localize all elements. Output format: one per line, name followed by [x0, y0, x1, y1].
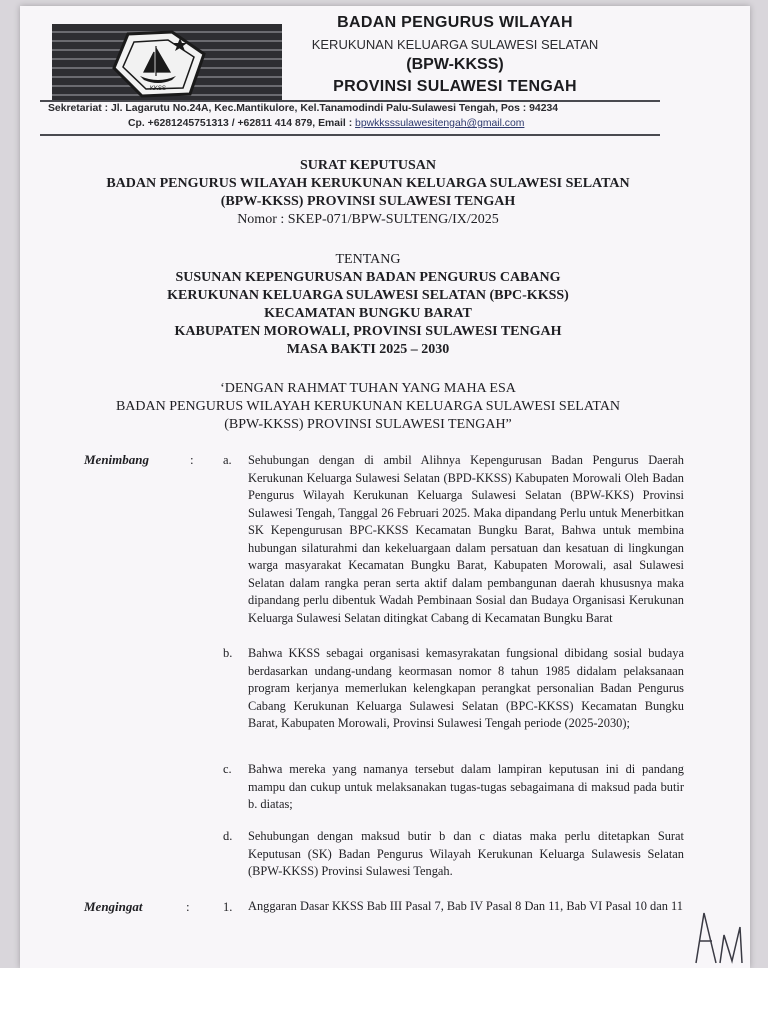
item-marker: c. [223, 762, 232, 776]
decree-about: TENTANG [335, 252, 401, 267]
decree-subject-line: KERUKUNAN KELUARGA SULAWESI SELATAN (BPC-KKSS) [167, 288, 569, 303]
kkss-logo [52, 24, 282, 100]
decree-issuer-line-2: (BPW-KKSS) PROVINSI SULAWESI TENGAH [220, 194, 516, 209]
item-marker: d. [223, 829, 233, 843]
letterhead-bottom-rule [40, 134, 660, 136]
item-marker: 1. [223, 900, 233, 914]
letterhead-secretariat: Sekretariat : Jl. Lagarutu No.24A, Kec.Mantikulore, Kel.Tanamodindi Palu-Sulawesi Tengah, Pos : 94234 [48, 103, 559, 114]
letterhead-org-subtitle: KERUKUNAN KELUARGA SULAWESI SELATAN [311, 37, 599, 52]
invocation-line: BADAN PENGURUS WILAYAH KERUKUNAN KELUARGA SULAWESI SELATAN [115, 399, 621, 414]
mengingat-colon: : [186, 899, 190, 914]
letterhead-contact [128, 118, 648, 129]
page-bottom-margin [0, 968, 768, 1024]
decree-heading: SURAT KEPUTUSAN [299, 158, 436, 173]
menimbang-label: Menimbang [84, 452, 150, 467]
letterhead-org-abbreviation: (BPW-KKSS) [406, 56, 504, 73]
decree-subject-line: MASA BAKTI 2025 – 2030 [286, 342, 450, 357]
item-marker: a. [223, 453, 232, 467]
mengingat-item-1: Anggaran Dasar KKSS Bab III Pasal 7, Bab IV Pasal 8 Dan 11, Bab VI Pasal 10 dan 11 [248, 899, 683, 913]
menimbang-item-b: Bahwa KKSS sebagai organisasi kemasyrakatan fungsional dibidang sosial budaya berdasarkan undang-undang keormasan nomor 8 tahun 1985 didalam pelaksanaan program kerjanya memerlukan kelengkapan perangkat personalian Badan Pengurus Cabang Kerukunan Keluarga Sulawesi Selatan (BPC-KKSS) Kecamatan Bungku Barat, Kabupaten Morowali, Provinsi Sulawesi Tengah periode (2025-2030); [248, 646, 684, 730]
decree-number: Nomor : SKEP-071/BPW-SULTENG/IX/2025 [237, 212, 499, 227]
item-marker: b. [223, 646, 233, 660]
logo-text: KKSS [149, 86, 167, 92]
mengingat-label: Mengingat [84, 899, 143, 914]
menimbang-item-d: Sehubungan dengan maksud butir b dan c diatas maka perlu ditetapkan Surat Keputusan (SK) Badan Pengurus Wilayah Kerukunan Keluarga Sulawesis Selatan (BPW-KKSS) Provinsi Sulawesi Tengah. [248, 829, 684, 878]
decree-subject-line: KECAMATAN BUNGKU BARAT [264, 306, 472, 321]
contact-phones: Cp. +6281245751313 / +62811 414 879, Email : [128, 118, 356, 129]
invocation-line: (BPW-KKSS) PROVINSI SULAWESI TENGAH” [224, 417, 512, 432]
letterhead-province: PROVINSI SULAWESI TENGAH [333, 78, 577, 95]
invocation-line: ‘DENGAN RAHMAT TUHAN YANG MAHA ESA [220, 381, 516, 396]
decree-subject-line: KABUPATEN MOROWALI, PROVINSI SULAWESI TENGAH [174, 324, 562, 339]
decree-issuer-line-1: BADAN PENGURUS WILAYAH KERUKUNAN KELUARGA SULAWESI SELATAN [106, 176, 630, 191]
decree-subject-line: SUSUNAN KEPENGURUSAN BADAN PENGURUS CABANG [175, 270, 561, 285]
contact-email-link[interactable]: bpwkksssulawesitengah@gmail.com [355, 118, 525, 129]
menimbang-item-c: Bahwa mereka yang namanya tersebut dalam lampiran keputusan ini di pandang mampu dan cukup untuk melaksanakan tugas-tugas sebagaimana di maksud pada butir b. diatas; [248, 762, 684, 811]
menimbang-colon: : [190, 452, 194, 467]
letterhead-org-name: BADAN PENGURUS WILAYAH [337, 14, 573, 31]
menimbang-item-a: Sehubungan dengan di ambil Alihnya Kepengurusan Badan Pengurus Daerah Kerukunan Keluarga Sulawesi Selatan (BPD-KKSS) Kabupaten Morowali Oleh Badan Pengurus Wilayah Kerukunan Keluarga Sulawesi Selatan (BPW-KKS) Provinsi Sulawesi Tengah, Tanggal 26 Februari 2025. Maka dipandang Perlu untuk Menerbitkan SK Kepengurusan BPC-KKSS Kecamatan Bungku Barat, Bahwa untuk membina hubungan silaturahmi dan kekeluargaan dalam persatuan dan kesatuan di lingkungan warga masyarakat Kecamatan Bungku Barat, Kabupaten Morowali, asal Sulawesi Selatan dalam rangka peran serta aktif dalam pembangunan daerah khususnya maka dipandang perlu dibentuk Wadah Pembinaan Sosial dan Budaya Organisasi Kerukunan Keluarga Sulawesi Selatan ditingkat Cabang di Kecamatan Bungku Barat [248, 453, 684, 625]
letterhead-rule [40, 100, 660, 102]
handwritten-initial-icon [690, 905, 748, 969]
